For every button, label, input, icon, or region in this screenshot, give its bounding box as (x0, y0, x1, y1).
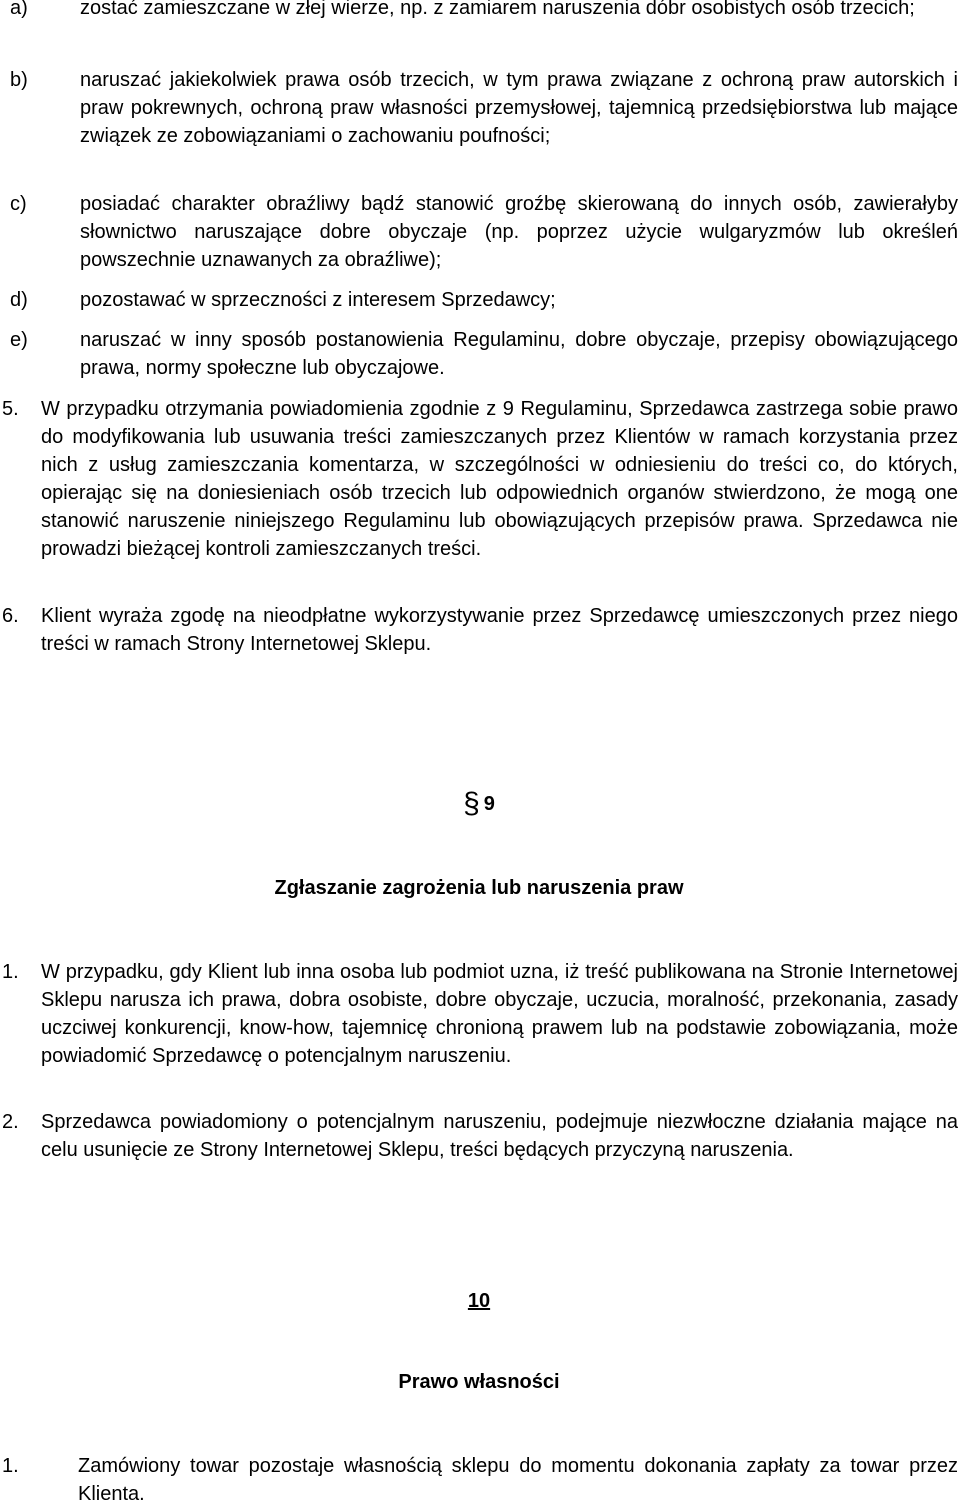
list-text: posiadać charakter obraźliwy bądź stanowić groźbę skierowaną do innych osób, zawierałyby słownictwo naruszające dobre obyczaje (np. poprzez użycie wulgaryzmów lub określeń powszechnie uznawanych za obraźliwe); (80, 193, 958, 271)
section-symbol: § (463, 787, 480, 820)
list-text: naruszać w inny sposób postanowienia Regulaminu, dobre obyczaje, przepisy obowiązującego prawa, normy społeczne lub obyczajowe. (80, 329, 958, 379)
list-text: naruszać jakiekolwiek prawa osób trzecich, w tym prawa związane z ochroną praw autorskich i praw pokrewnych, ochroną praw własności przemysłowej, tajemnicą przedsiębiorstwa lub mające związek ze zobowiązaniami o zachowaniu poufności; (80, 69, 958, 147)
list-label: a) (10, 0, 28, 19)
section-9-number (0, 787, 958, 820)
list-label: d) (10, 289, 28, 311)
point-text: Sprzedawca powiadomiony o potencjalnym naruszeniu, podejmuje niezwłoczne działania mające na celu usunięcie ze Strony Internetowej Sklepu, treści będących przyczyną naruszenia. (41, 1111, 958, 1161)
list-label: e) (10, 329, 28, 351)
list-item-c (0, 190, 958, 274)
list-label: b) (10, 69, 28, 91)
list-item-e (0, 326, 958, 382)
point-text: Klient wyraża zgodę na nieodpłatne wykorzystywanie przez Sprzedawcę umieszczonych przez niego treści w ramach Strony Internetowej Sklepu. (41, 605, 958, 655)
point-text: W przypadku otrzymania powiadomienia zgodnie z 9 Regulaminu, Sprzedawca zastrzega sobie prawo do modyfikowania lub usuwania treści zamieszczanych przez Klientów w ramach korzystania przez nich z usług zamieszczania komentarza, w szczególności w odniesieniu do treści co, do których, opierając się na doniesieniach osób trzecich lub odpowiednich organów stwierdzono, że mogą one stanowić naruszenie niniejszego Regulaminu lub obowiązujących przepisów prawa. Sprzedawca nie prowadzi bieżącej kontroli zamieszczanych treści. (41, 398, 958, 560)
point-5 (0, 395, 958, 563)
point-text: Zamówiony towar pozostaje własnością sklepu do momentu dokonania zapłaty za towar przez Klienta. (78, 1455, 958, 1505)
section-number: 9 (483, 793, 495, 815)
point-label: 6. (2, 605, 19, 627)
point-label: 1. (2, 961, 19, 983)
list-label: c) (10, 193, 27, 215)
list-text: pozostawać w sprzeczności z interesem Sprzedawcy; (80, 289, 556, 311)
list-item-b (0, 66, 958, 150)
point-text: W przypadku, gdy Klient lub inna osoba lub podmiot uzna, iż treść publikowana na Stronie Internetowej Sklepu narusza ich prawa, dobra osobiste, dobre obyczaje, uczucia, moralność, przekonania, zasady uczciwej konkurencji, know-how, tajemnicę chronioną prawem lub na podstawie zobowiązania, może powiadomić Sprzedawcę o potencjalnym naruszeniu. (41, 961, 958, 1067)
point-label: 2. (2, 1111, 19, 1133)
section-10-number (0, 1287, 958, 1315)
point-label: 1. (2, 1455, 19, 1477)
point-6 (0, 602, 958, 658)
section-9-title: Zgłaszanie zagrożenia lub naruszenia praw (274, 877, 684, 899)
list-item-d (0, 286, 958, 314)
section-9-point-2 (0, 1108, 958, 1164)
section-9-point-1 (0, 958, 958, 1070)
section-10-title: Prawo własności (398, 1371, 560, 1393)
point-label: 5. (2, 398, 19, 420)
list-text: zostać zamieszczane w złej wierze, np. z zamiarem naruszenia dóbr osobistych osób trzecich; (80, 0, 915, 19)
list-item-a (0, 0, 958, 22)
section-number: 10 (467, 1290, 491, 1312)
section-10-point-1 (0, 1452, 958, 1508)
